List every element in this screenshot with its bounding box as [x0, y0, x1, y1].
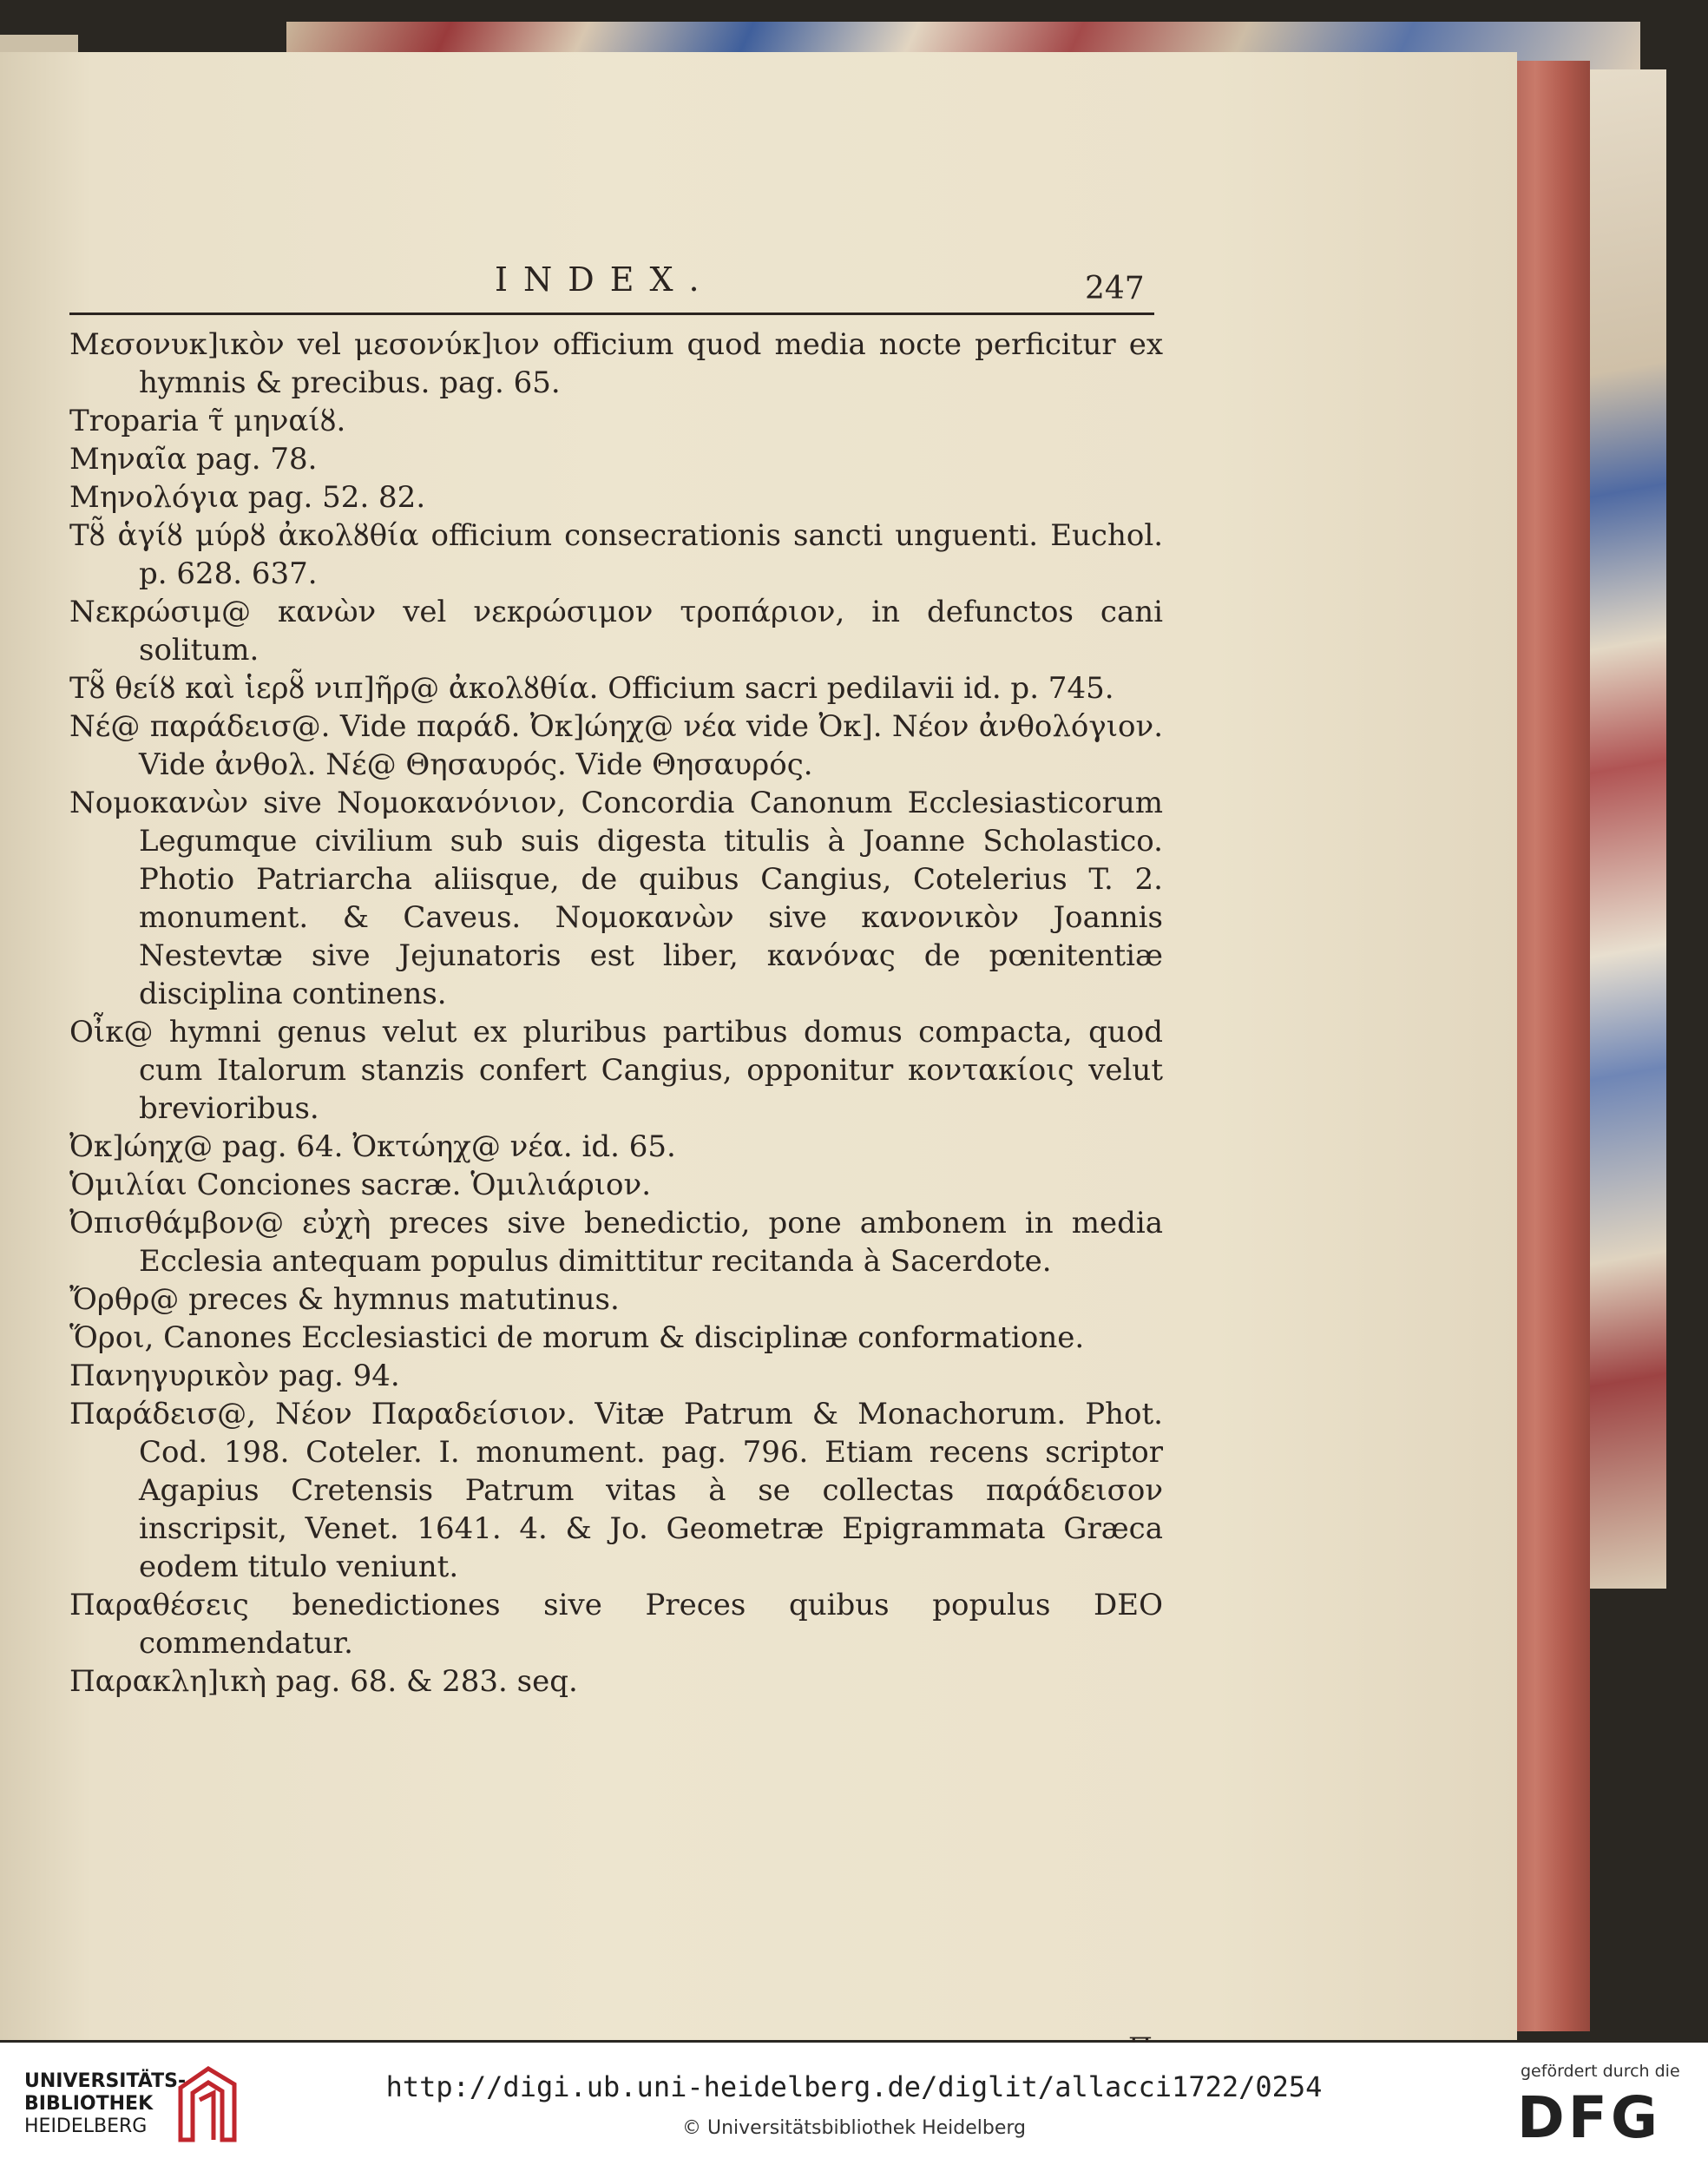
index-entry: Ὀκ]ώηχ@ pag. 64. Ὀκτώηχ@ νέα. id. 65. — [69, 1129, 676, 1164]
index-entry: Τȣ̃ ἁγίȣ μύρȣ ἀκολȣθία officium consecrationis sancti unguenti. Euchol. p. 628. 637. — [69, 518, 1163, 591]
library-name-line: UNIVERSITÄTS- — [24, 2070, 187, 2092]
index-entries — [69, 326, 1163, 1701]
index-entry: Ὄρθρ@ preces & hymnus matutinus. — [69, 1282, 620, 1317]
page-number: 247 — [1085, 271, 1145, 306]
running-head — [69, 260, 1163, 313]
dfg-logo[interactable]: DFG — [1517, 2084, 1662, 2151]
index-entry: Παρακλη]ικὴ pag. 68. & 283. seq. — [69, 1664, 578, 1699]
running-head-title: INDEX. — [495, 260, 715, 299]
index-entry: Troparia τ̃ μηναίȣ. — [69, 404, 346, 438]
copyright-notice: © Universitätsbibliothek Heidelberg — [681, 2117, 1026, 2139]
index-entry: Νεκρώσιμ@ κανὼν vel νεκρώσιμον τροπάριον, in defunctos cani solitum. — [69, 595, 1163, 668]
index-entry: Πανηγυρικὸν pag. 94. — [69, 1359, 400, 1393]
index-entry: Ὁμιλίαι Conciones sacræ. Ὁμιλιάριον. — [69, 1168, 652, 1202]
viewer-footer — [0, 2043, 1708, 2165]
index-entry: Νομοκανὼν sive Νομοκανόνιον, Concordia Canonum Ecclesiasticorum Legumque civilium sub suis digesta titulis à Joanne Scholastico. Photio Patriarcha aliisque, de quibus Cangius, Cotelerius T. 2. monument. & Caveus. Νομοκανὼν sive κανονικὸν Joannis Nestevtæ sive Jejunatoris est liber, κανόνας de pœnitentiæ disciplina continens. — [69, 786, 1163, 1011]
index-entry: Παράδεισ@, Νέον Παραδείσιον. Vitæ Patrum & Monachorum. Phot. Cod. 198. Coteler. I. monument. pag. 796. Etiam recens scriptor Agapius Cretensis Patrum vitas à se collectas παράδεισον inscripsit, Venet. 1641. 4. & Jo. Geometræ Epigrammata Græca eodem titulo veniunt. — [69, 1397, 1163, 1584]
index-text-block — [69, 260, 1163, 1701]
book-page — [0, 52, 1517, 2040]
permalink-url[interactable]: http://digi.ub.uni-heidelberg.de/diglit/allacci1722/0254 — [385, 2070, 1323, 2103]
marbled-endpaper-right — [1580, 69, 1666, 1589]
index-entry: Νέ@ παράδεισ@. Vide παράδ. Ὀκ]ώηχ@ νέα vide Ὀκ]. Νέον ἀνθολόγιον. Vide ἀνθολ. Νέ@ Θησαυρός. Vide Θησαυρός. — [69, 709, 1163, 782]
library-name-line: BIBLIOTHEK — [24, 2093, 154, 2115]
index-entry: Οἶκ@ hymni genus velut ex pluribus partibus domus compacta, quod cum Italorum stanzis confert Cangius, opponitur κοντακίοις velut brevioribus. — [69, 1015, 1163, 1126]
index-entry: Μεσονυκ]ικὸν vel μεσονύκ]ιον officium quod media nocte perficitur ex hymnis & precibus. pag. 65. — [69, 327, 1163, 400]
funded-by-label: gefördert durch die — [1521, 2062, 1680, 2081]
index-entry: Ὀπισθάμβον@ εὐχὴ preces sive benedictio, pone ambonem in media Ecclesia antequam populus dimittitur recitanda à Sacerdote. — [69, 1206, 1163, 1279]
index-entry: Μηναῖα pag. 78. — [69, 442, 318, 477]
header-rule — [69, 313, 1154, 315]
index-entry: Τȣ̃ θείȣ καὶ ἱερȣ̃ νιπ]ῆρ@ ἀκολȣθία. Officium sacri pedilavii id. p. 745. — [69, 671, 1114, 706]
index-entry: Μηνολόγια pag. 52. 82. — [69, 480, 426, 515]
red-fore-edge — [1512, 61, 1590, 2031]
library-name-line: HEIDELBERG — [24, 2116, 148, 2137]
index-entry: Παραθέσεις benedictiones sive Preces quibus populus DEO commendatur. — [69, 1588, 1163, 1661]
index-entry: Ὅροι, Canones Ecclesiastici de morum & disciplinæ conformatione. — [69, 1320, 1085, 1355]
